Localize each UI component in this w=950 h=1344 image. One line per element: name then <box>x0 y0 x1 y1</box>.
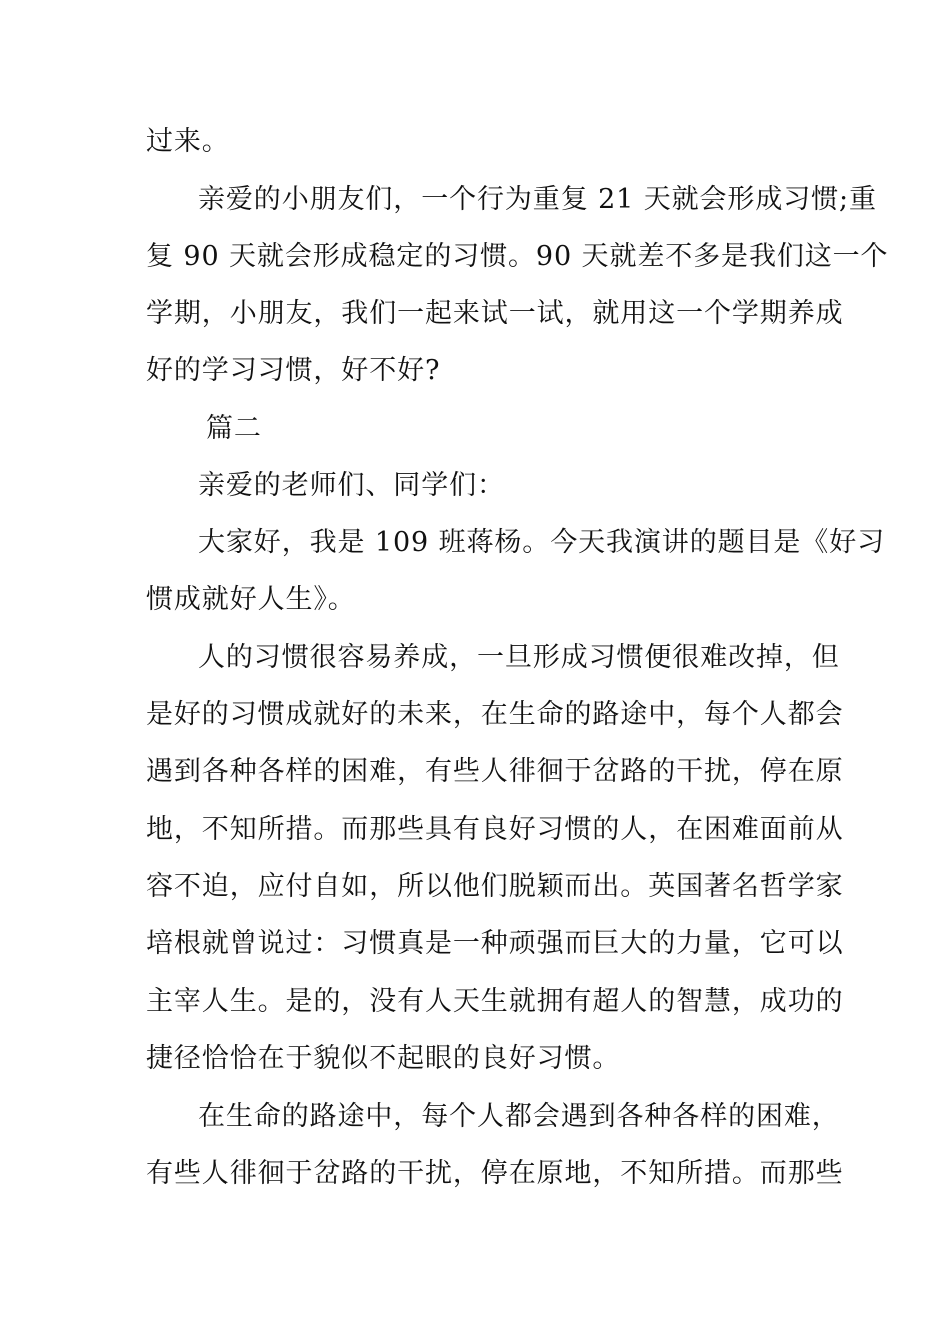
section-heading: 篇二 <box>206 413 262 444</box>
text-line: 遇到各种各样的困难，有些人徘徊于岔路的干扰，停在原 <box>146 756 844 787</box>
text-line: 捷径恰恰在于貌似不起眼的良好习惯。 <box>146 1043 621 1074</box>
text-line: 有些人徘徊于岔路的干扰，停在原地，不知所措。而那些 <box>146 1158 844 1189</box>
text-line: 好的学习习惯，好不好? <box>146 355 441 386</box>
text-line: 人的习惯很容易养成，一旦形成习惯便很难改掉，但 <box>198 642 840 673</box>
text-line: 大家好，我是 109 班蒋杨。今天我演讲的题目是《好习 <box>198 527 885 558</box>
text-line: 亲爱的小朋友们，一个行为重复 21 天就会形成习惯;重 <box>198 184 877 215</box>
text-line: 地，不知所措。而那些具有良好习惯的人，在困难面前从 <box>146 814 844 845</box>
text-line: 复 90 天就会形成稳定的习惯。90 天就差不多是我们这一个 <box>146 241 889 272</box>
text-line: 过来。 <box>146 126 230 157</box>
text-line: 在生命的路途中，每个人都会遇到各种各样的困难， <box>198 1101 840 1132</box>
text-line: 亲爱的老师们、同学们： <box>198 470 505 501</box>
text-line: 培根就曾说过：习惯真是一种顽强而巨大的力量，它可以 <box>146 928 844 959</box>
text-line: 是好的习惯成就好的未来，在生命的路途中，每个人都会 <box>146 699 844 730</box>
text-line: 学期，小朋友，我们一起来试一试，就用这一个学期养成 <box>146 298 844 329</box>
text-line: 惯成就好人生》。 <box>146 584 356 615</box>
text-line: 容不迫，应付自如，所以他们脱颖而出。英国著名哲学家 <box>146 871 844 902</box>
text-line: 主宰人生。是的，没有人天生就拥有超人的智慧，成功的 <box>146 986 844 1017</box>
